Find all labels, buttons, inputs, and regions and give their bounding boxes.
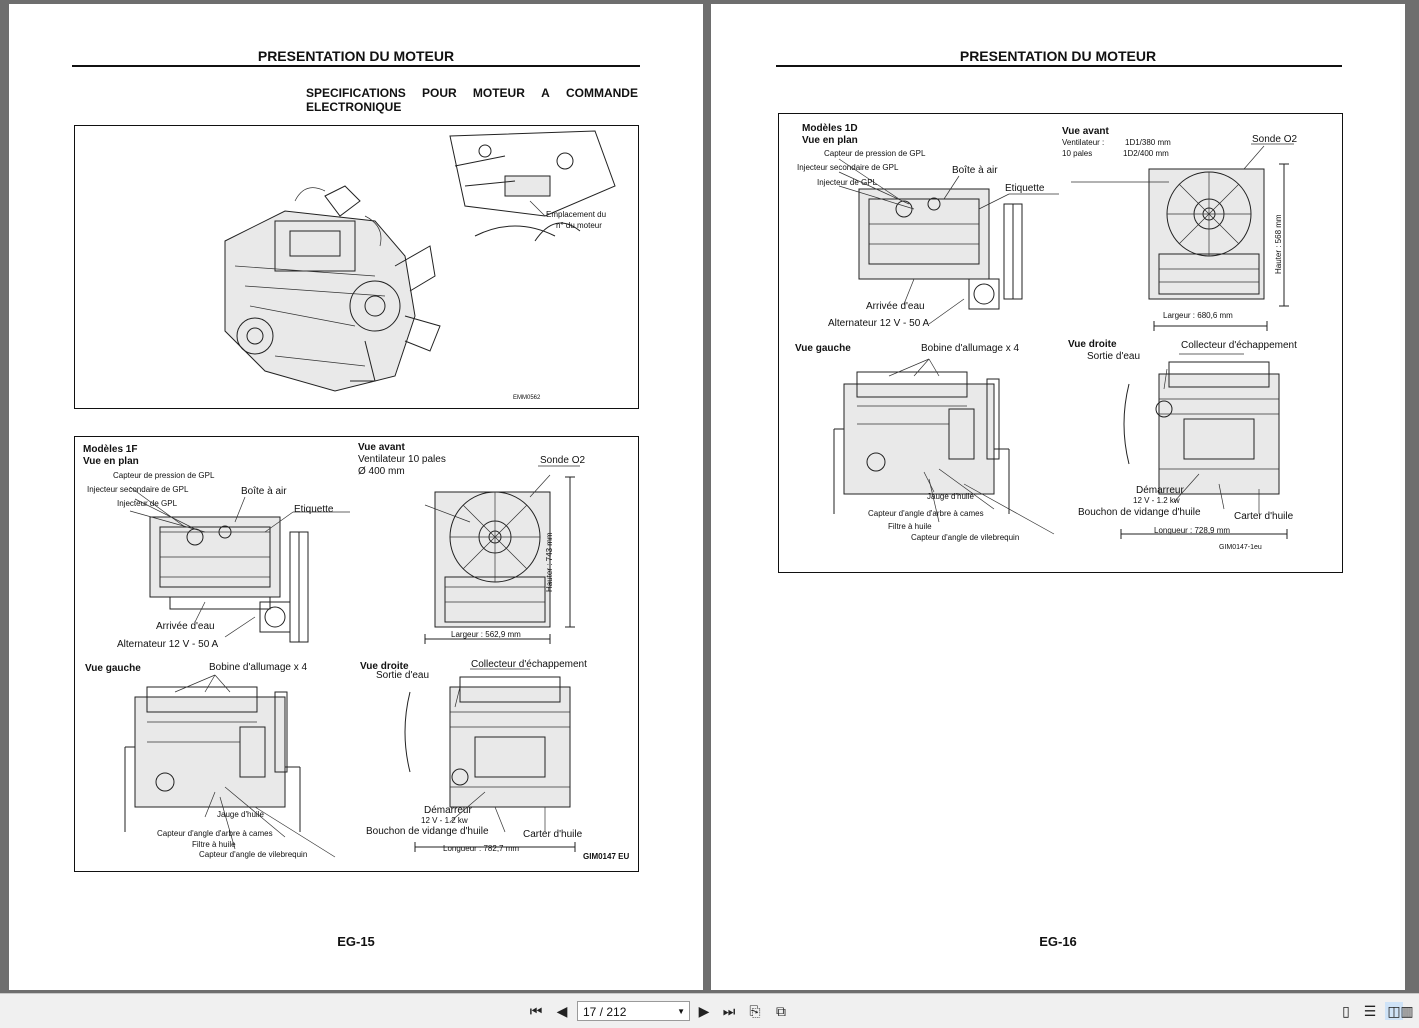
viewer-toolbar <box>0 993 1419 1028</box>
label-length: Longueur : 782,7 mm <box>443 844 520 853</box>
label-fan-blades: 10 pales <box>1062 149 1093 158</box>
spec-heading: SPECIFICATIONS POUR MOTEUR A COMMANDE ELECTRONIQUE <box>306 86 638 114</box>
label-exhaust-manifold: Collecteur d'échappement <box>471 659 587 670</box>
label-length: Longueur : 728,9 mm <box>1154 526 1231 535</box>
left-view-title: Vue gauche <box>85 663 141 674</box>
plan-view-title: Vue en plan <box>802 135 858 146</box>
label-width: Largeur : 562,9 mm <box>451 630 521 639</box>
page-header: PRESENTATION DU MOTEUR <box>257 48 455 64</box>
label-alternator: Alternateur 12 V - 50 A <box>117 639 219 650</box>
header-rule <box>72 65 640 67</box>
label-ignition-coils: Bobine d'allumage x 4 <box>209 662 308 673</box>
figure-code: GIM0147 EU <box>583 852 630 861</box>
right-page <box>711 4 1405 990</box>
label-oil-pan: Carter d'huile <box>1234 511 1294 522</box>
page-header: PRESENTATION DU MOTEUR <box>959 48 1157 64</box>
figure-code: EMM0562 <box>513 395 541 401</box>
figure-code: GIM0147-1eu <box>1219 544 1262 551</box>
label-water-outlet: Sortie d'eau <box>1087 351 1141 362</box>
label-height: Hauter : 568 mm <box>1274 214 1283 274</box>
label-ignition-coils: Bobine d'allumage x 4 <box>921 343 1020 354</box>
label-o2-sensor: Sonde O2 <box>540 455 586 466</box>
label-crank-sensor: Capteur d'angle de vilebrequin <box>199 850 308 859</box>
engine-number-callout: Emplacement du <box>546 210 607 219</box>
label-fan-1d2: 1D2/400 mm <box>1123 149 1169 158</box>
label-height: Hauter : 743 mm <box>545 532 554 592</box>
label-lpg-injector-secondary: Injecteur secondaire de GPL <box>797 163 899 172</box>
label-dipstick: Jauge d'huile <box>927 492 974 501</box>
first-page-icon[interactable]: ⏮ <box>529 1003 543 1019</box>
label-oil-pan: Carter d'huile <box>523 829 583 840</box>
model-title: Modèles 1D <box>802 123 858 134</box>
front-view-title: Vue avant <box>1062 126 1109 137</box>
label-air-box: Boîte à air <box>241 486 287 497</box>
label-starter-spec: 12 V - 1.2 kw <box>1133 496 1180 505</box>
label-tag: Etiquette <box>1005 183 1045 194</box>
label-exhaust-manifold: Collecteur d'échappement <box>1181 340 1297 351</box>
page-number: EG-15 <box>337 934 375 949</box>
label-lpg-injector: Injecteur de GPL <box>817 178 878 187</box>
label-fan: Ventilateur : <box>1062 138 1105 147</box>
label-dipstick: Jauge d'huile <box>217 810 264 819</box>
label-air-box: Boîte à air <box>952 165 998 176</box>
prev-page-icon[interactable]: ◀ <box>556 1003 568 1019</box>
label-lpg-pressure: Capteur de pression de GPL <box>824 149 926 158</box>
label-lpg-injector: Injecteur de GPL <box>117 499 178 508</box>
page-number: EG-16 <box>1039 934 1077 949</box>
model-1d-figure <box>778 113 1343 573</box>
label-starter: Démarreur <box>1136 485 1184 496</box>
label-water-outlet: Sortie d'eau <box>376 670 430 681</box>
right-view-title: Vue droite <box>1068 339 1117 350</box>
label-starter-spec: 12 V - 1.2 kw <box>421 816 468 825</box>
label-fan-1d1: 1D1/380 mm <box>1125 138 1171 147</box>
label-water-inlet: Arrivée d'eau <box>156 621 215 632</box>
left-view-title: Vue gauche <box>795 343 851 354</box>
label-alternator: Alternateur 12 V - 50 A <box>828 318 930 329</box>
two-page-icon[interactable]: ◫ <box>1385 1002 1403 1020</box>
last-page-icon[interactable]: ⏭ <box>722 1003 736 1019</box>
single-page-icon[interactable]: ▯ <box>1342 1003 1350 1019</box>
label-crank-sensor: Capteur d'angle de vilebrequin <box>911 533 1020 542</box>
label-width: Largeur : 680,6 mm <box>1163 311 1233 320</box>
next-page-icon[interactable]: ▶ <box>698 1003 710 1019</box>
label-oil-filter: Filtre à huile <box>192 840 236 849</box>
front-view-title: Vue avant <box>358 442 405 453</box>
chevron-down-icon: ▼ <box>677 1007 685 1016</box>
label-lpg-pressure: Capteur de pression de GPL <box>113 471 215 480</box>
continuous-icon[interactable]: ☰ <box>1363 1003 1377 1019</box>
label-fan-diameter: Ø 400 mm <box>358 466 405 477</box>
label-lpg-injector-secondary: Injecteur secondaire de GPL <box>87 485 189 494</box>
label-cam-sensor: Capteur d'angle d'arbre à cames <box>157 829 273 838</box>
label-o2-sensor: Sonde O2 <box>1252 134 1298 145</box>
label-tag: Etiquette <box>294 504 334 515</box>
model-title: Modèles 1F <box>83 444 138 455</box>
label-starter: Démarreur <box>424 805 472 816</box>
label-cam-sensor: Capteur d'angle d'arbre à cames <box>868 509 984 518</box>
rotate-icon[interactable]: ⎘ <box>749 1003 761 1019</box>
compare-icon[interactable]: ⧉ <box>776 1003 786 1019</box>
label-drain-plug: Bouchon de vidange d'huile <box>1078 507 1201 518</box>
model-1f-figure <box>74 436 639 872</box>
two-page-continuous-icon[interactable]: ▥ <box>1400 1003 1414 1019</box>
left-page <box>9 4 703 990</box>
label-fan: Ventilateur 10 pales <box>358 454 446 465</box>
header-rule <box>776 65 1342 67</box>
page-indicator-select[interactable]: 17 / 212 ▼ <box>577 1001 690 1021</box>
label-water-inlet: Arrivée d'eau <box>866 301 925 312</box>
engine-overview-figure <box>74 125 639 409</box>
label-drain-plug: Bouchon de vidange d'huile <box>366 826 489 837</box>
right-view-title: Vue droite <box>360 661 409 672</box>
plan-view-title: Vue en plan <box>83 456 139 467</box>
engine-overview-drawing <box>75 126 638 408</box>
engine-number-callout-2: n° du moteur <box>556 221 602 230</box>
label-oil-filter: Filtre à huile <box>888 522 932 531</box>
